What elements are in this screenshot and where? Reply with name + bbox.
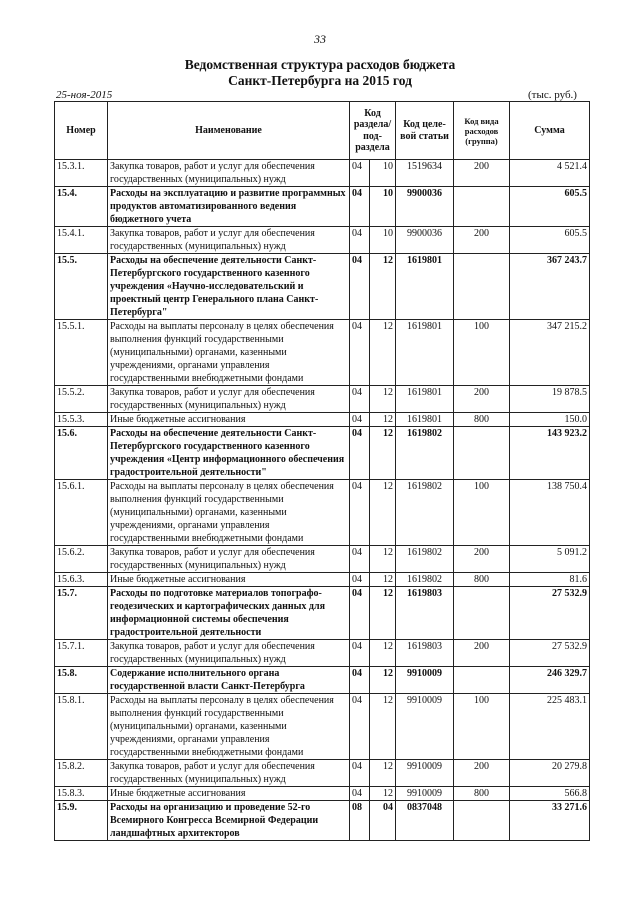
row-sum: 27 532.9 — [510, 640, 590, 667]
row-subsection-code: 12 — [370, 787, 396, 801]
row-section-code: 04 — [350, 386, 370, 413]
table-row — [55, 160, 590, 187]
row-target-code: 9910009 — [396, 787, 454, 801]
row-target-code: 9900036 — [396, 227, 454, 254]
row-name: Содержание исполнительного органа государственной власти Санкт-Петербурга — [108, 667, 350, 694]
row-expense-code: 100 — [454, 480, 510, 546]
row-subsection-code: 12 — [370, 386, 396, 413]
row-name: Закупка товаров, работ и услуг для обеспечения государственных (муниципальных) нужд — [108, 227, 350, 254]
row-sum: 605.5 — [510, 227, 590, 254]
row-name: Закупка товаров, работ и услуг для обеспечения государственных (муниципальных) нужд — [108, 160, 350, 187]
row-expense-code: 200 — [454, 160, 510, 187]
row-target-code: 1619801 — [396, 386, 454, 413]
table-row — [55, 187, 590, 227]
row-sum: 19 878.5 — [510, 386, 590, 413]
row-target-code: 9910009 — [396, 694, 454, 760]
row-target-code: 0837048 — [396, 801, 454, 841]
table-row — [55, 386, 590, 413]
row-sum: 246 329.7 — [510, 667, 590, 694]
row-section-code: 04 — [350, 227, 370, 254]
row-target-code: 1519634 — [396, 160, 454, 187]
col-header-number: Номер — [55, 102, 108, 160]
row-sum: 605.5 — [510, 187, 590, 227]
row-name: Закупка товаров, работ и услуг для обеспечения государственных (муниципальных) нужд — [108, 760, 350, 787]
row-subsection-code: 12 — [370, 760, 396, 787]
row-target-code: 1619801 — [396, 254, 454, 320]
table-row — [55, 427, 590, 480]
row-section-code: 04 — [350, 694, 370, 760]
col-header-expense: Код вида расходов (группа) — [454, 102, 510, 160]
row-section-code: 04 — [350, 667, 370, 694]
row-subsection-code: 12 — [370, 480, 396, 546]
report-date: 25-ноя-2015 — [56, 89, 113, 101]
row-section-code: 04 — [350, 480, 370, 546]
table-row — [55, 413, 590, 427]
row-target-code: 9910009 — [396, 760, 454, 787]
row-number: 15.7. — [55, 587, 108, 640]
row-target-code: 1619802 — [396, 546, 454, 573]
row-section-code: 04 — [350, 573, 370, 587]
row-expense-code: 200 — [454, 546, 510, 573]
row-number: 15.5. — [55, 254, 108, 320]
row-number: 15.6.2. — [55, 546, 108, 573]
table-row — [55, 320, 590, 386]
row-subsection-code: 12 — [370, 413, 396, 427]
col-header-target: Код целе- вой статьи — [396, 102, 454, 160]
row-subsection-code: 10 — [370, 227, 396, 254]
table-row — [55, 640, 590, 667]
row-section-code: 04 — [350, 427, 370, 480]
row-name: Расходы на эксплуатацию и развитие программных продуктов автоматизированного ведения бюджетного учета — [108, 187, 350, 227]
row-name: Иные бюджетные ассигнования — [108, 413, 350, 427]
row-number: 15.5.3. — [55, 413, 108, 427]
row-number: 15.6.3. — [55, 573, 108, 587]
row-number: 15.8. — [55, 667, 108, 694]
row-expense-code: 200 — [454, 640, 510, 667]
row-number: 15.3.1. — [55, 160, 108, 187]
budget-table — [54, 101, 590, 841]
row-sum: 4 521.4 — [510, 160, 590, 187]
row-subsection-code: 12 — [370, 254, 396, 320]
row-section-code: 04 — [350, 320, 370, 386]
col-header-name: Наименование — [108, 102, 350, 160]
row-expense-code — [454, 667, 510, 694]
row-number: 15.5.1. — [55, 320, 108, 386]
row-sum: 566.8 — [510, 787, 590, 801]
row-name: Закупка товаров, работ и услуг для обеспечения государственных (муниципальных) нужд — [108, 386, 350, 413]
row-number: 15.5.2. — [55, 386, 108, 413]
row-target-code: 1619803 — [396, 587, 454, 640]
row-expense-code: 800 — [454, 573, 510, 587]
row-sum: 143 923.2 — [510, 427, 590, 480]
row-sum: 150.0 — [510, 413, 590, 427]
row-expense-code — [454, 427, 510, 480]
row-target-code: 1619801 — [396, 413, 454, 427]
row-subsection-code: 10 — [370, 160, 396, 187]
table-row — [55, 694, 590, 760]
row-name: Расходы на выплаты персоналу в целях обеспечения выполнения функций государственными (муниципальными) органами, казенными учреждениями, органами управления государственными внебюджетными фондами — [108, 320, 350, 386]
row-subsection-code: 12 — [370, 587, 396, 640]
row-subsection-code: 12 — [370, 427, 396, 480]
row-name: Расходы на обеспечение деятельности Санкт-Петербургского государственного казенного учреждения «Научно-исследовательский и проектный центр Генерального плана Санкт-Петербурга" — [108, 254, 350, 320]
table-row — [55, 587, 590, 640]
row-name: Расходы на выплаты персоналу в целях обеспечения выполнения функций государственными (муниципальными) органами, казенными учреждениями, органами управления государственными внебюджетными фондами — [108, 480, 350, 546]
row-subsection-code: 12 — [370, 694, 396, 760]
row-number: 15.8.1. — [55, 694, 108, 760]
row-subsection-code: 12 — [370, 320, 396, 386]
row-target-code: 1619801 — [396, 320, 454, 386]
row-number: 15.7.1. — [55, 640, 108, 667]
row-number: 15.4.1. — [55, 227, 108, 254]
row-sum: 347 215.2 — [510, 320, 590, 386]
row-name: Расходы на организацию и проведение 52-го Всемирного Конгресса Всемирной Федерации ландшафтных архитекторов — [108, 801, 350, 841]
row-target-code: 9900036 — [396, 187, 454, 227]
row-name: Закупка товаров, работ и услуг для обеспечения государственных (муниципальных) нужд — [108, 640, 350, 667]
row-section-code: 04 — [350, 760, 370, 787]
row-section-code: 04 — [350, 413, 370, 427]
row-section-code: 04 — [350, 160, 370, 187]
row-subsection-code: 04 — [370, 801, 396, 841]
row-expense-code: 100 — [454, 320, 510, 386]
row-number: 15.8.2. — [55, 760, 108, 787]
table-row — [55, 760, 590, 787]
row-expense-code — [454, 254, 510, 320]
row-target-code: 1619802 — [396, 573, 454, 587]
row-subsection-code: 10 — [370, 187, 396, 227]
row-section-code: 08 — [350, 801, 370, 841]
document-title — [0, 57, 640, 89]
col-header-section: Код раздела/ под- раздела — [350, 102, 396, 160]
row-sum: 225 483.1 — [510, 694, 590, 760]
row-number: 15.6. — [55, 427, 108, 480]
row-sum: 138 750.4 — [510, 480, 590, 546]
row-subsection-code: 12 — [370, 546, 396, 573]
table-body — [55, 160, 590, 841]
row-number: 15.6.1. — [55, 480, 108, 546]
title-line-2: Санкт-Петербурга на 2015 год — [228, 73, 412, 88]
row-number: 15.8.3. — [55, 787, 108, 801]
row-subsection-code: 12 — [370, 640, 396, 667]
row-sum: 5 091.2 — [510, 546, 590, 573]
row-sum: 20 279.8 — [510, 760, 590, 787]
row-section-code: 04 — [350, 254, 370, 320]
row-section-code: 04 — [350, 640, 370, 667]
row-section-code: 04 — [350, 187, 370, 227]
table-row — [55, 546, 590, 573]
table-row — [55, 801, 590, 841]
row-name: Расходы на выплаты персоналу в целях обеспечения выполнения функций государственными (муниципальными) органами, казенными учреждениями, органами управления государственными внебюджетными фондами — [108, 694, 350, 760]
row-name: Иные бюджетные ассигнования — [108, 573, 350, 587]
table-header-row — [55, 102, 590, 160]
row-sum: 33 271.6 — [510, 801, 590, 841]
row-expense-code — [454, 187, 510, 227]
row-subsection-code: 12 — [370, 667, 396, 694]
row-expense-code: 100 — [454, 694, 510, 760]
row-number: 15.4. — [55, 187, 108, 227]
table-row — [55, 480, 590, 546]
row-section-code: 04 — [350, 587, 370, 640]
col-header-sum: Сумма — [510, 102, 590, 160]
row-target-code: 1619803 — [396, 640, 454, 667]
table-row — [55, 254, 590, 320]
row-sum: 27 532.9 — [510, 587, 590, 640]
row-expense-code: 800 — [454, 787, 510, 801]
row-name: Расходы на обеспечение деятельности Санкт-Петербургского государственного казенного учреждения «Центр информационного обеспечения градостроительной деятельности" — [108, 427, 350, 480]
row-sum: 81.6 — [510, 573, 590, 587]
row-section-code: 04 — [350, 546, 370, 573]
table-row — [55, 227, 590, 254]
row-target-code: 1619802 — [396, 480, 454, 546]
row-subsection-code: 12 — [370, 573, 396, 587]
page-number: 33 — [314, 32, 326, 46]
row-section-code: 04 — [350, 787, 370, 801]
table-row — [55, 573, 590, 587]
table-row — [55, 787, 590, 801]
row-expense-code — [454, 801, 510, 841]
row-name: Закупка товаров, работ и услуг для обеспечения государственных (муниципальных) нужд — [108, 546, 350, 573]
row-name: Расходы по подготовке материалов топографо-геодезических и картографических данных для информационной системы обеспечения градостроительной деятельности — [108, 587, 350, 640]
row-target-code: 1619802 — [396, 427, 454, 480]
row-expense-code: 200 — [454, 227, 510, 254]
row-sum: 367 243.7 — [510, 254, 590, 320]
table-row — [55, 667, 590, 694]
row-expense-code: 200 — [454, 386, 510, 413]
units-label: (тыс. руб.) — [528, 89, 577, 101]
title-line-1: Ведомственная структура расходов бюджета — [184, 57, 456, 72]
row-expense-code: 800 — [454, 413, 510, 427]
row-expense-code — [454, 587, 510, 640]
row-number: 15.9. — [55, 801, 108, 841]
row-target-code: 9910009 — [396, 667, 454, 694]
row-name: Иные бюджетные ассигнования — [108, 787, 350, 801]
row-expense-code: 200 — [454, 760, 510, 787]
